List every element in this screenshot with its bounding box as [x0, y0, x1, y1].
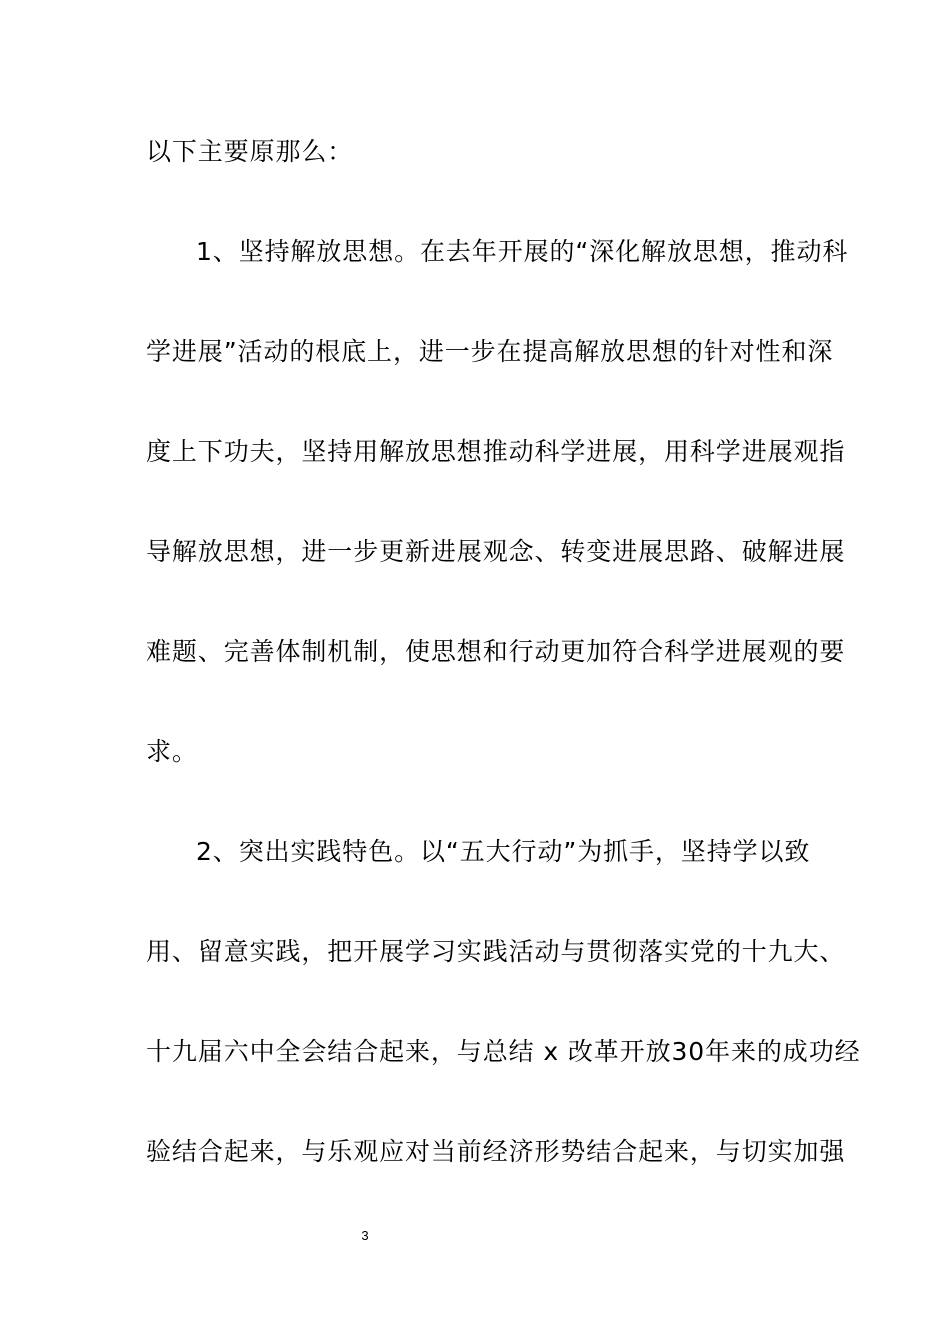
page-number: 3	[361, 1228, 369, 1243]
text-line-8: 2、突出实践特色。以“五大行动”为抓手，坚持学以致	[196, 837, 811, 866]
text-line-11: 验结合起来，与乐观应对当前经济形势结合起来，与切实加强	[146, 1137, 846, 1166]
text-line-2: 1、坚持解放思想。在去年开展的“深化解放思想，推动科	[196, 237, 849, 266]
text-line-10: 十九届六中全会结合起来，与总结 x 改革开放30年来的成功经	[146, 1037, 861, 1066]
text-line-4: 度上下功夫，坚持用解放思想推动科学进展，用科学进展观指	[146, 437, 846, 466]
text-line-5: 导解放思想，进一步更新进展观念、转变进展思路、破解进展	[146, 537, 846, 566]
text-line-9: 用、留意实践，把开展学习实践活动与贯彻落实党的十九大、	[146, 937, 846, 966]
text-line-3: 学进展”活动的根底上，进一步在提高解放思想的针对性和深	[146, 337, 834, 366]
text-line-7: 求。	[146, 737, 198, 766]
text-line-6: 难题、完善体制机制，使思想和行动更加符合科学进展观的要	[146, 637, 846, 666]
text-line-1: 以下主要原那么：	[146, 137, 354, 166]
